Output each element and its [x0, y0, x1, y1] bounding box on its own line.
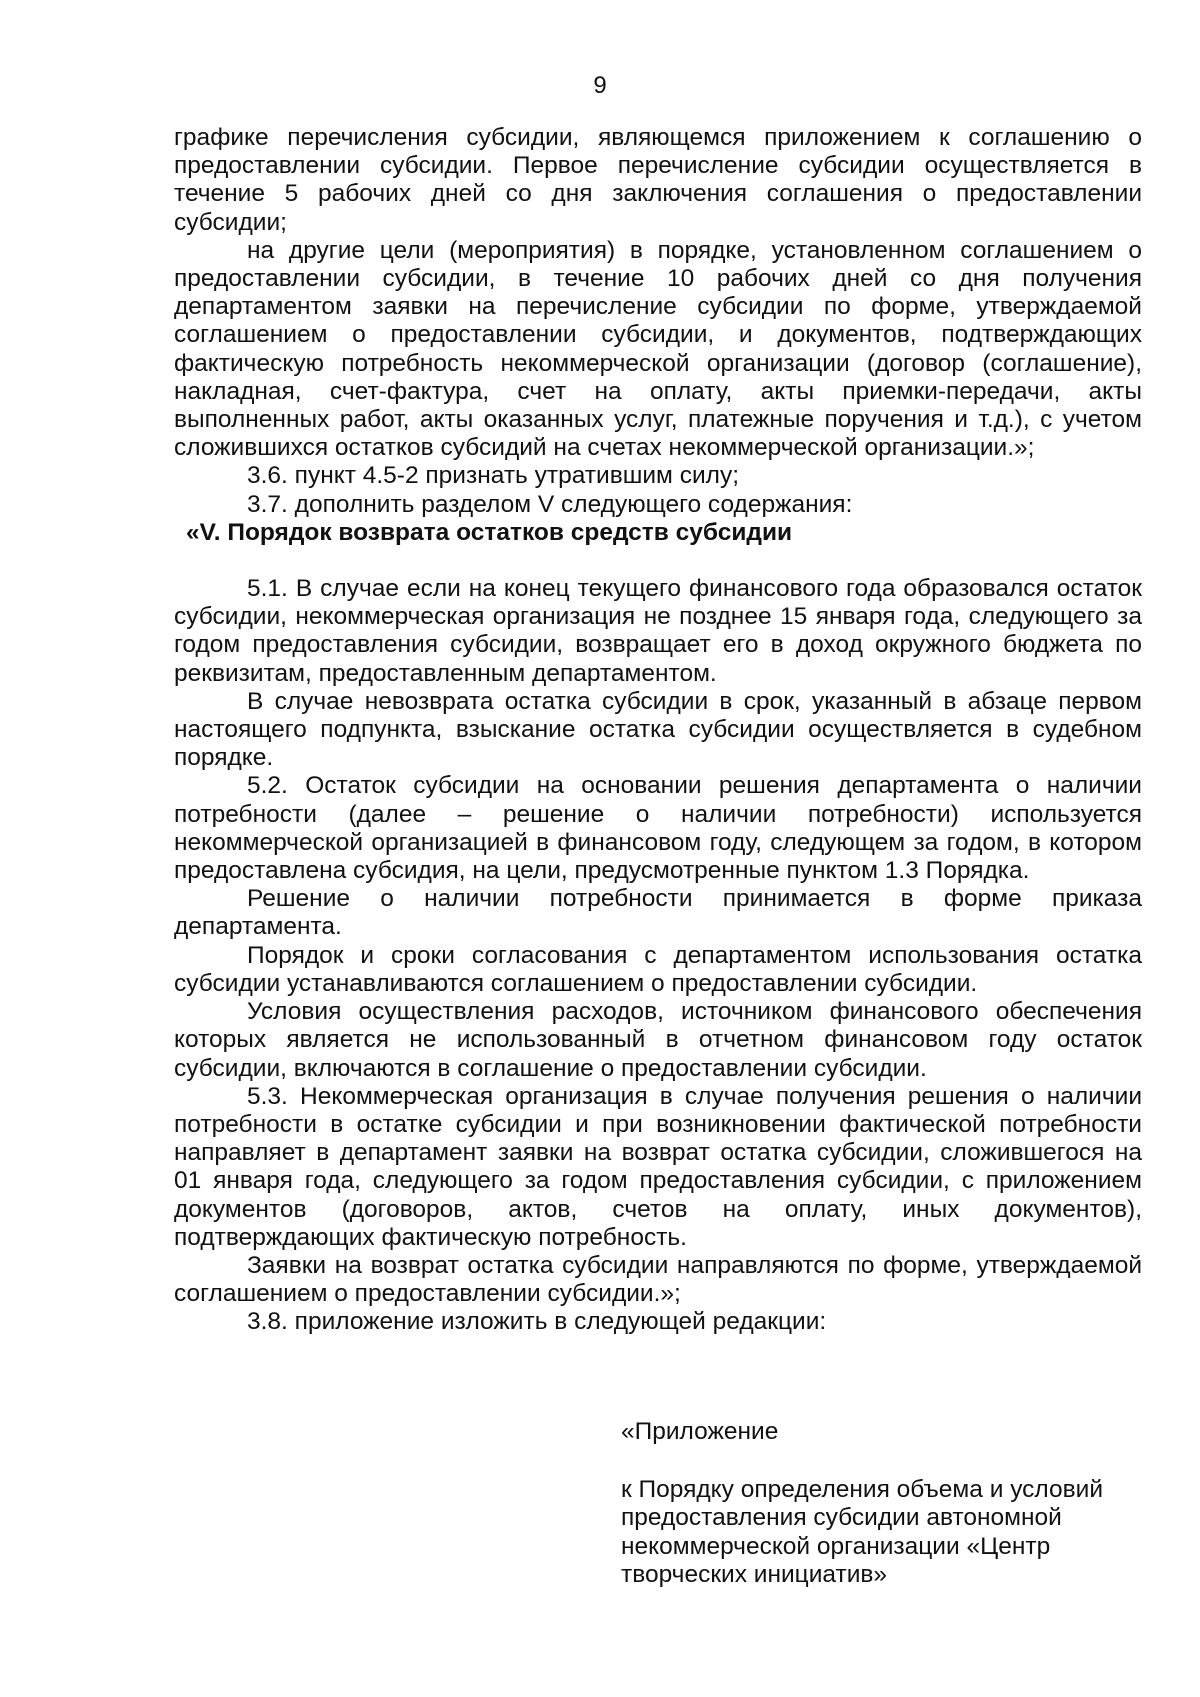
appendix-block — [621, 1418, 1161, 1589]
paragraph-conditions: Условия осуществления расходов, источником финансового обеспечения которых является не использованный в отчетном финансовом году остаток субсидии, включаются в соглашение о предоставлении субсидии. — [174, 998, 1142, 1082]
paragraph-3-8: 3.8. приложение изложить в следующей редакции: — [247, 1308, 827, 1336]
paragraph-applications: Заявки на возврат остатка субсидии направляются по форме, утверждаемой соглашением о предоставлении субсидии.»; — [174, 1251, 1142, 1308]
document-body — [174, 124, 1142, 1337]
paragraph-other-purposes: на другие цели (мероприятия) в порядке, установленном соглашением о предоставлении субсидии, в течение 10 рабочих дней со дня получения департаментом заявки на перечисление субсидии по форме, утверждаемой соглашением о предоставлении субсидии, и документов, подтверждающих фактическую потребность некоммерческой организации (договор (соглашение), накладная, счет-фактура, счет на оплату, акты приемки-передачи, акты выполненных работ, акты оказанных услуг, платежные поручения и т.д.), с учетом сложившихся остатков субсидий на счетах некоммерческой организации.»; — [174, 236, 1142, 462]
page-number: 9 — [593, 72, 607, 99]
appendix-heading: «Приложение — [621, 1418, 779, 1445]
paragraph-5-2: 5.2. Остаток субсидии на основании решения департамента о наличии потребности (далее – решение о наличии потребности) используется некоммерческой организацией в финансовом году, следующем за годом, в котором предоставлена субсидия, на цели, предусмотренные пунктом 1.3 Порядка. — [174, 772, 1142, 885]
spacer — [174, 547, 1142, 575]
paragraph-decision: Решение о наличии потребности принимается в форме приказа департамента. — [174, 885, 1142, 941]
paragraph-procedure: Порядок и сроки согласования с департаментом использования остатка субсидии устанавливаются соглашением о предоставлении субсидии. — [174, 941, 1142, 997]
section-title: «V. Порядок возврата остатков средств субсидии — [186, 518, 793, 546]
paragraph-3-6: 3.6. пункт 4.5-2 признать утратившим силу; — [247, 462, 739, 490]
paragraph-5-1: 5.1. В случае если на конец текущего финансового года образовался остаток субсидии, некоммерческая организация не позднее 15 января года, следующего за годом предоставления субсидии, возвращает его в доход окружного бюджета по реквизитам, предоставленным департаментом. — [174, 575, 1142, 687]
appendix-text: к Порядку определения объема и условий предоставления субсидии автономной некоммерческой организации «Центр творческих инициатив» — [621, 1476, 1104, 1588]
paragraph-payment-schedule: графике перечисления субсидии, являющемся приложением к соглашению о предоставлении субсидии. Первое перечисление субсидии осуществляется в течение 5 рабочих дней со дня заключения соглашения о предоставлении субсидии; — [174, 124, 1142, 236]
spacer — [621, 1446, 1161, 1476]
paragraph-non-return: В случае невозврата остатка субсидии в срок, указанный в абзаце первом настоящего подпункта, взыскание остатка субсидии осуществляется в судебном порядке. — [174, 687, 1142, 772]
paragraph-5-3: 5.3. Некоммерческая организация в случае получения решения о наличии потребности в остатке субсидии и при возникновении фактической потребности направляет в департамент заявки на возврат остатка субсидии, сложившегося на 01 января года, следующего за годом предоставления субсидии, с приложением документов (договоров, актов, счетов на оплату, иных документов), подтверждающих фактическую потребность. — [174, 1082, 1142, 1251]
paragraph-3-7: 3.7. дополнить разделом V следующего содержания: — [247, 490, 853, 518]
